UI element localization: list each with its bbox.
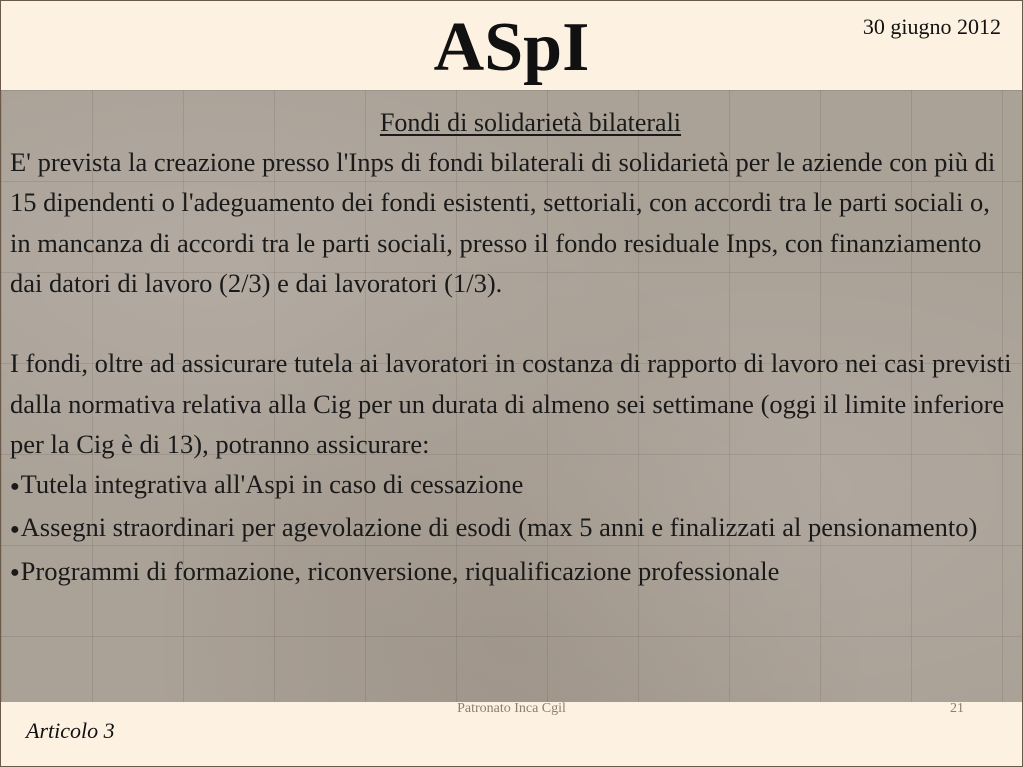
slide-date: 30 giugno 2012: [862, 14, 1001, 39]
paragraph-2: I fondi, oltre ad assicurare tutela ai lavoratori in costanza di rapporto di lavoro nei casi previsti dalla normativa relativa alla Cig per un durata di almeno sei settimane (oggi il limite inferiore per la Cig è di 13), potranno assicurare:: [10, 348, 1012, 460]
body-text: [10, 142, 1015, 594]
bullet-item: [10, 464, 1015, 507]
page-number: 21: [950, 701, 964, 716]
paragraph-spacer: [10, 303, 1015, 343]
bullet-text: Tutela integrativa all'Aspi in caso di cessazione: [20, 469, 524, 500]
slide-title: ASpI: [433, 9, 590, 86]
article-label: Articolo 3: [26, 718, 115, 743]
bullet-item: [10, 507, 1015, 550]
paragraph-1: E' prevista la creazione presso l'Inps di fondi bilaterali di solidarietà per le aziende con più di 15 dipendenti o l'adeguamento dei fondi esistenti, settoriali, con accordi tra le parti sociali o, in mancanza di accordi tra le parti sociali, presso il fondo residuale Inps, con finanziamento dai datori di lavoro (2/3) e dai lavoratori (1/3).: [10, 147, 996, 298]
bullet-icon: ●: [10, 521, 20, 539]
slide-subtitle: Fondi di solidarietà bilaterali: [379, 108, 682, 137]
bullet-item: [10, 551, 1015, 594]
bullet-text: Programmi di formazione, riconversione, riqualificazione professionale: [20, 555, 780, 586]
bullet-icon: ●: [10, 478, 20, 496]
bullet-icon: ●: [10, 564, 20, 582]
bullet-text: Assegni straordinari per agevolazione di esodi (max 5 anni e finalizzati al pensionamento): [20, 512, 978, 543]
footer-organization: Patronato Inca Cgil: [457, 701, 566, 716]
